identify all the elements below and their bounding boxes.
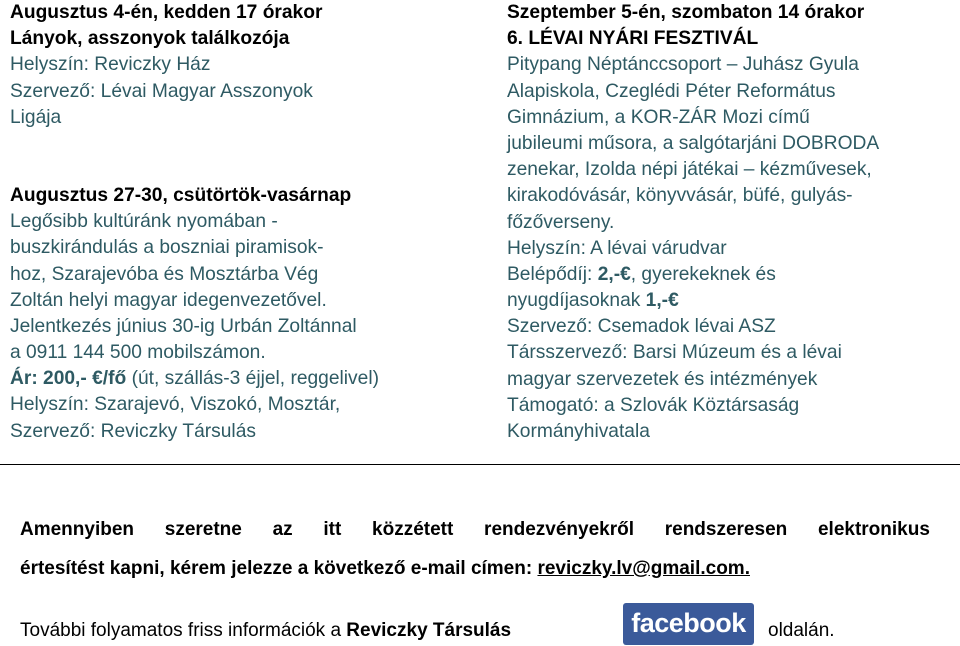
event2-line: Legősibb kultúránk nyomában - [10, 211, 278, 233]
event1-title: Lányok, asszonyok találkozója [10, 28, 290, 50]
event3-line: Pitypang Néptánccsoport – Juhász Gyula [507, 54, 859, 76]
footer-info-text: További folyamatos friss információk a [20, 620, 347, 641]
guide-role: helyi magyar idegenvezetővel. [63, 289, 327, 311]
event3-sponsor-cont: Kormányhivatala [507, 421, 650, 442]
guide-name: Zoltán [10, 289, 64, 311]
event3-line: kirakodóvásár, könyvvásár, büfé, gulyás- [507, 185, 853, 207]
event1-organizer-cont: Ligája [10, 106, 62, 128]
event2-price: Ár: 200,- €/fő [10, 368, 127, 390]
event3-venue: Helyszín: A lévai várudvar [507, 237, 727, 259]
facebook-logo-icon[interactable]: facebook [623, 603, 754, 645]
footer-line2 [20, 558, 930, 580]
event3-fee-line2 [507, 288, 957, 314]
event2-line: buszkirándulás a boszniai piramisok- [10, 237, 324, 259]
right-column [507, 0, 957, 445]
footer-word: elektronikus [817, 519, 930, 540]
event3-co-organizer-cont: magyar szervezetek és intézmények [507, 368, 818, 390]
event2-organizer: Szervező: Reviczky Társulás [10, 420, 256, 442]
footer-word: rendezvényekről [484, 519, 635, 540]
event3-organizer: Szervező: Csemadok lévai ASZ [507, 316, 776, 338]
event2-guide-line [10, 288, 470, 314]
event3-sponsor: Támogató: a Szlovák Köztársaság [507, 394, 800, 416]
footer-word: szeretne [164, 519, 242, 540]
event2-registration: Jelentkezés június 30-ig Urbán Zoltánnal [10, 315, 357, 337]
footer-page-text: oldalán. [768, 620, 835, 641]
footer-notify-text: értesítést kapni, kérem jelezze a következő e-mail címen: [20, 558, 538, 579]
footer-word: itt [323, 519, 342, 540]
event1-organizer: Szervező: Lévai Magyar Asszonyok [10, 80, 313, 102]
event3-fee-line [507, 262, 957, 288]
event3-line: Gimnázium, a KOR-ZÁR Mozi című [507, 106, 810, 128]
event3-line: jubileumi műsora, a salgótarjáni DOBRODA [507, 132, 880, 154]
event1-venue: Helyszín: Reviczky Ház [10, 54, 211, 76]
footer-line1 [20, 519, 930, 541]
fee-adult: 2,-€ [597, 263, 631, 285]
event2-phone: a 0911 144 500 mobilszámon. [10, 342, 266, 364]
footer-word: az [272, 519, 293, 540]
footer-word: közzétett [372, 519, 454, 540]
fee-children: , gyerekeknek és [630, 263, 776, 285]
footer-line3 [20, 620, 620, 642]
event2-line: hoz, Szarajevóba és Mosztárba Vég [10, 263, 319, 285]
fee-pensioners-label: nyugdíjasoknak [507, 290, 646, 312]
event1-date: Augusztus 4-én, kedden 17 órakor [10, 2, 323, 23]
event3-co-organizer: Társszervező: Barsi Múzeum és a lévai [507, 342, 842, 364]
event3-title: 6. LÉVAI NYÁRI FESZTIVÁL [507, 28, 759, 50]
event3-date: Szeptember 5-én, szombaton 14 órakor [507, 2, 865, 23]
footer-word: Amennyiben [20, 519, 135, 540]
event3-line: Alapiskola, Czeglédi Péter Református [507, 80, 836, 102]
event2-date: Augusztus 27-30, csütörtök-vasárnap [10, 184, 352, 206]
event3-line: zenekar, Izolda népi játékai – kézművesek, [507, 159, 872, 181]
fee-pensioners: 1,-€ [645, 290, 679, 312]
event2-price-detail: (út, szállás-3 éjjel, reggelivel) [126, 368, 379, 390]
footer-org-name: Reviczky Társulás [346, 620, 512, 641]
spacer [10, 131, 470, 183]
event2-price-line [10, 366, 470, 392]
footer-word: rendszeresen [664, 519, 788, 540]
divider [0, 464, 960, 465]
event3-line: főzőverseny. [507, 211, 615, 233]
event2-venue: Helyszín: Szarajevó, Viszokó, Mosztár, [10, 394, 341, 416]
left-column [10, 0, 470, 445]
fee-label: Belépődíj: [507, 263, 598, 285]
footer-line3-end [768, 620, 888, 642]
email-link[interactable]: reviczky.lv@gmail.com. [537, 558, 750, 579]
